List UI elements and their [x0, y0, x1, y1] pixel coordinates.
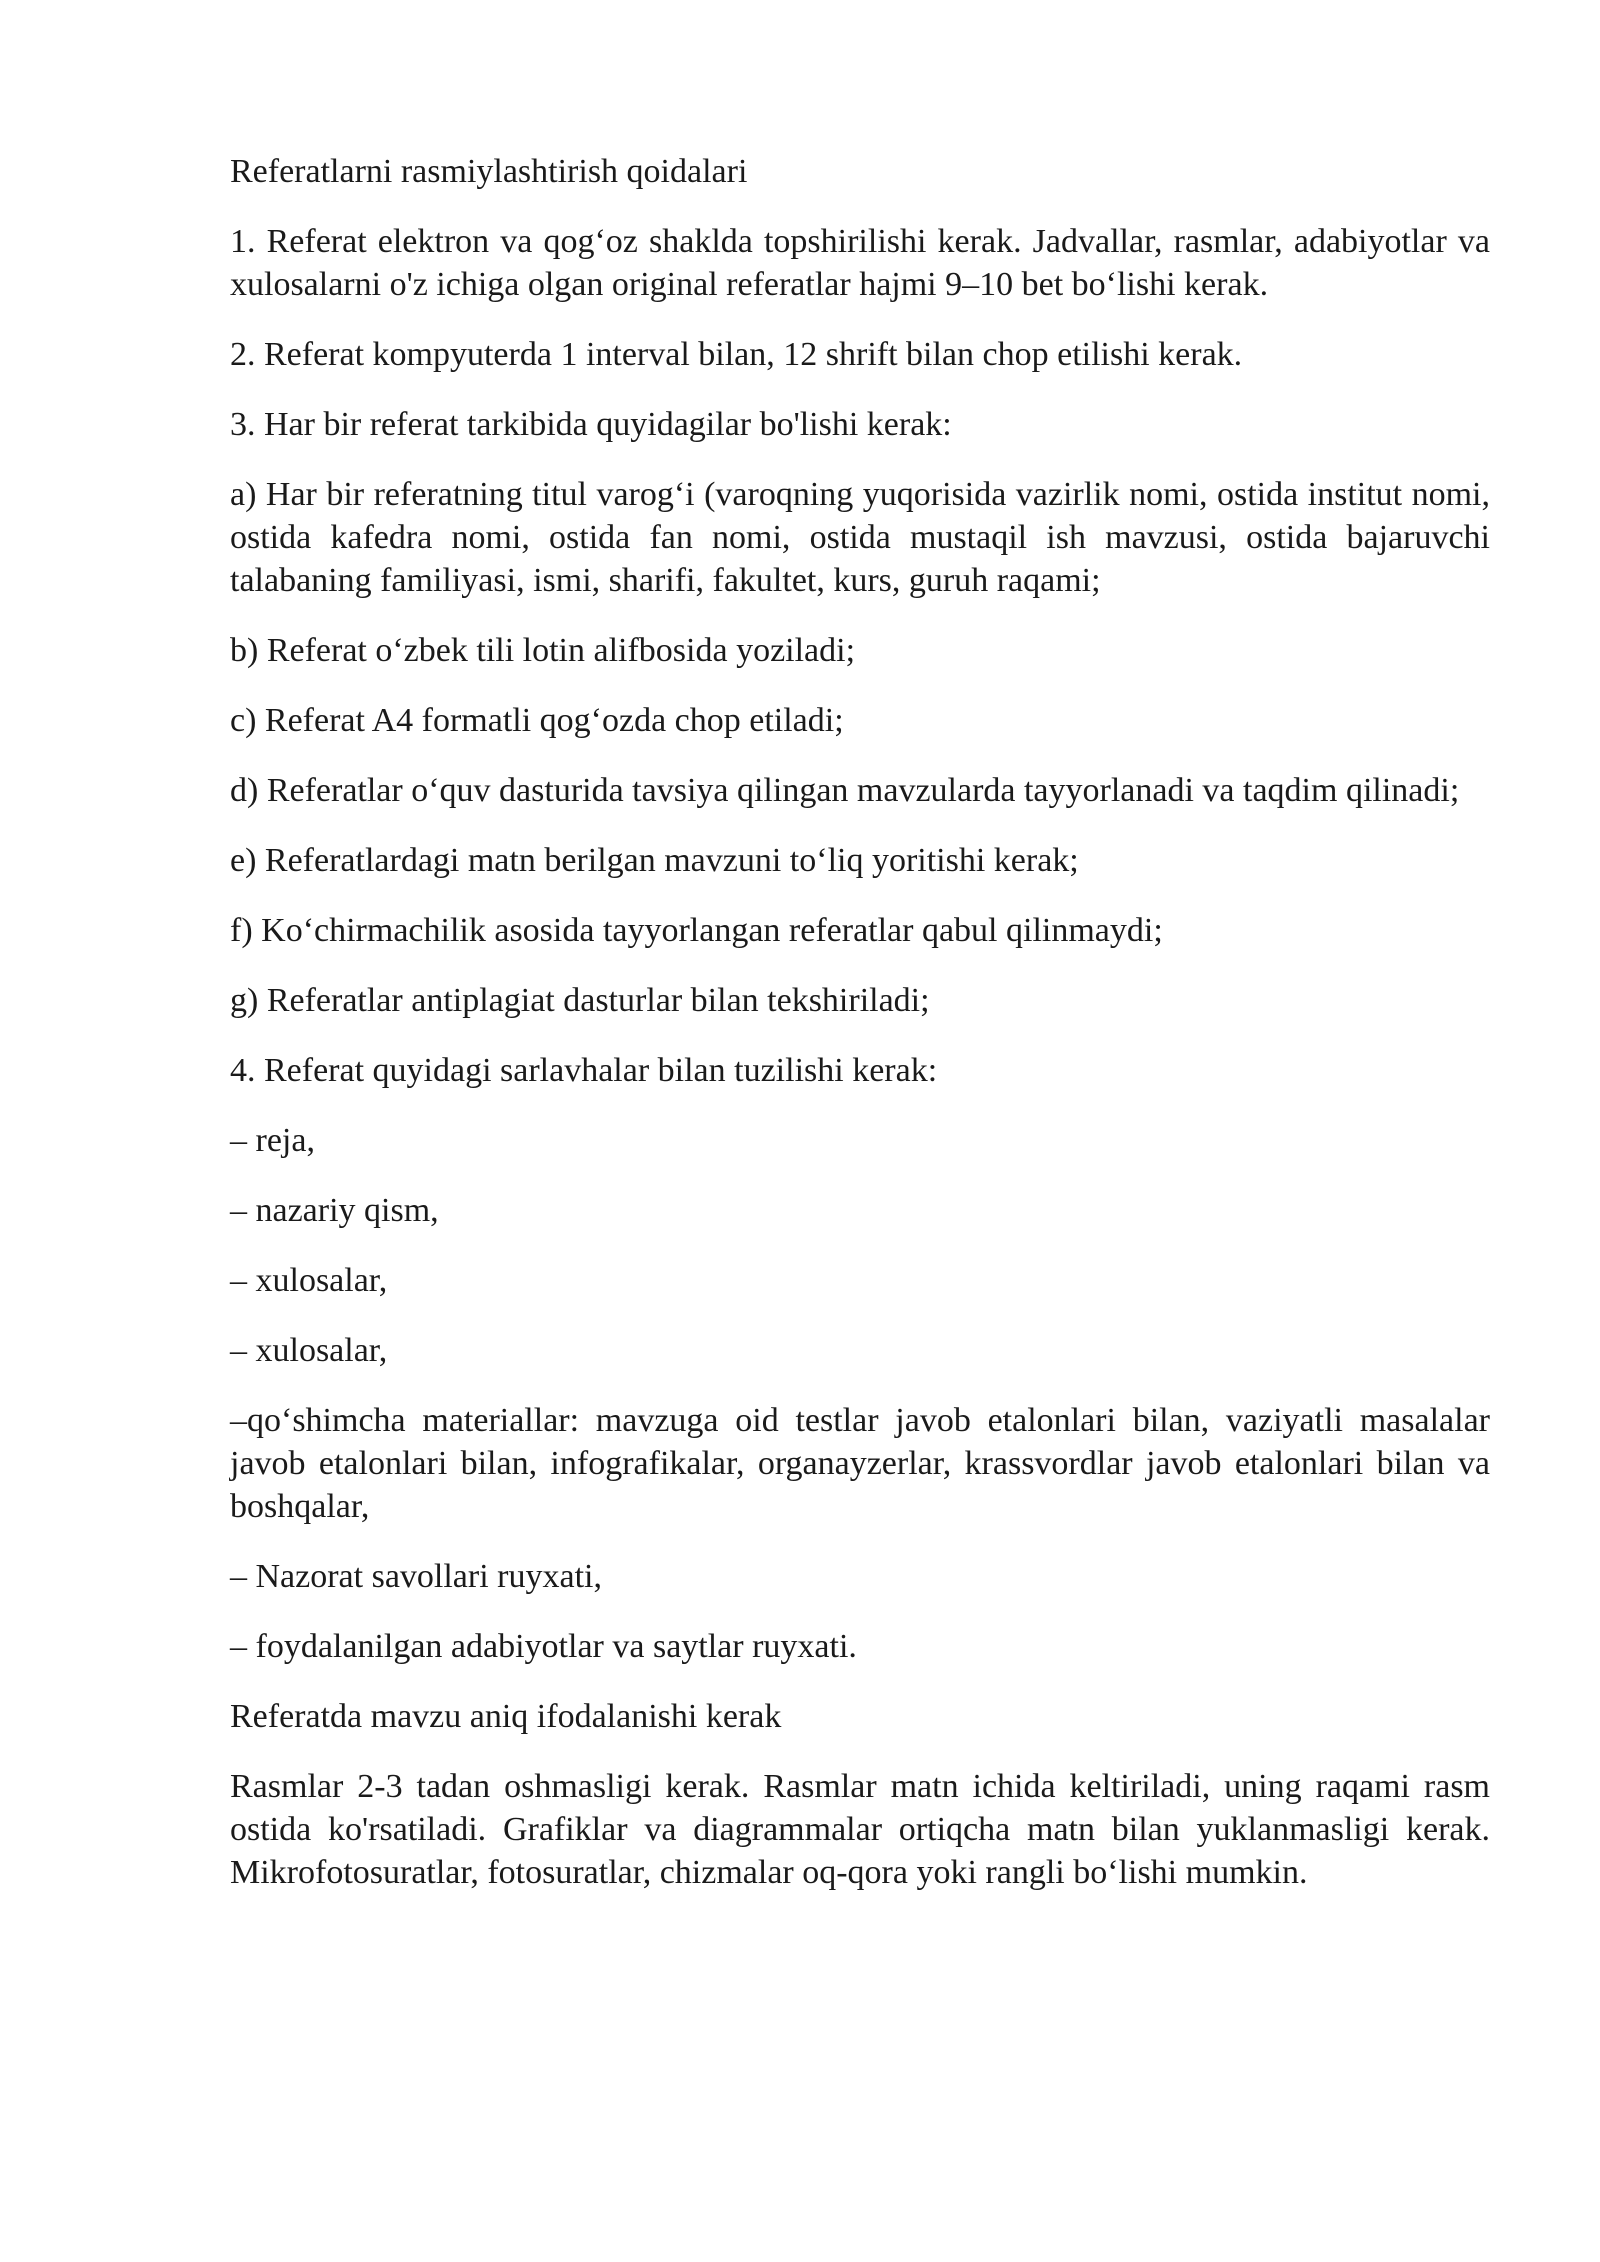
paragraph-rule-2: 2. Referat kompyuterda 1 interval bilan, 12 shrift bilan chop etilishi kerak. [230, 336, 1243, 373]
list-item-xulosalar-2: – xulosalar, [230, 1332, 388, 1369]
paragraph-item-f: f) Ko‘chirmachilik asosida tayyorlangan referatlar qabul qilinmaydi; [230, 912, 1163, 949]
paragraph-rasmlar: Rasmlar 2-3 tadan oshmasligi kerak. Rasmlar matn ichida keltiriladi, uning raqami rasm ostida ko'rsatiladi. Grafiklar va diagrammalar ortiqcha matn bilan yuklanmasligi kerak. Mikrofotosuratlar, fotosuratlar, chizmalar oq-qora yoki rangli bo‘lishi mumkin. [230, 1768, 1490, 1891]
document-title: Referatlarni rasmiylashtirish qoidalari [230, 153, 748, 190]
list-item-nazorat-savollari: – Nazorat savollari ruyxati, [230, 1558, 602, 1595]
paragraph-rule-1: 1. Referat elektron va qog‘oz shaklda topshirilishi kerak. Jadvallar, rasmlar, adabiyotlar va xulosalarni o'z ichiga olgan original referatlar hajmi 9–10 bet bo‘lishi kerak. [230, 223, 1490, 303]
list-item-xulosalar-1: – xulosalar, [230, 1262, 388, 1299]
paragraph-rule-3: 3. Har bir referat tarkibida quyidagilar bo'lishi kerak: [230, 406, 952, 443]
paragraph-item-b: b) Referat o‘zbek tili lotin alifbosida yoziladi; [230, 632, 856, 669]
paragraph-mavzu: Referatda mavzu aniq ifodalanishi kerak [230, 1698, 782, 1735]
list-item-nazariy-qism: – nazariy qism, [230, 1192, 439, 1229]
list-item-reja: – reja, [230, 1122, 315, 1159]
paragraph-item-g: g) Referatlar antiplagiat dasturlar bilan tekshiriladi; [230, 982, 930, 1019]
paragraph-rule-4: 4. Referat quyidagi sarlavhalar bilan tuzilishi kerak: [230, 1052, 938, 1089]
paragraph-item-d: d) Referatlar o‘quv dasturida tavsiya qilingan mavzularda tayyorlanadi va taqdim qilinadi; [230, 772, 1460, 809]
document-page [230, 150, 1490, 1921]
paragraph-item-c: c) Referat A4 formatli qog‘ozda chop etiladi; [230, 702, 844, 739]
list-item-qoshimcha-materiallar: –qo‘shimcha materiallar: mavzuga oid testlar javob etalonlari bilan, vaziyatli masalalar javob etalonlari bilan, infografikalar, organayzerlar, krassvordlar javob etalonlari bilan va boshqalar, [230, 1402, 1490, 1525]
paragraph-item-a: a) Har bir referatning titul varog‘i (varoqning yuqorisida vazirlik nomi, ostida institut nomi, ostida kafedra nomi, ostida fan nomi, ostida mustaqil ish mavzusi, ostida bajaruvchi talabaning familiyasi, ismi, sharifi, fakultet, kurs, guruh raqami; [230, 476, 1490, 599]
list-item-foydalanilgan-adabiyotlar: – foydalanilgan adabiyotlar va saytlar ruyxati. [230, 1628, 857, 1665]
paragraph-item-e: e) Referatlardagi matn berilgan mavzuni to‘liq yoritishi kerak; [230, 842, 1079, 879]
